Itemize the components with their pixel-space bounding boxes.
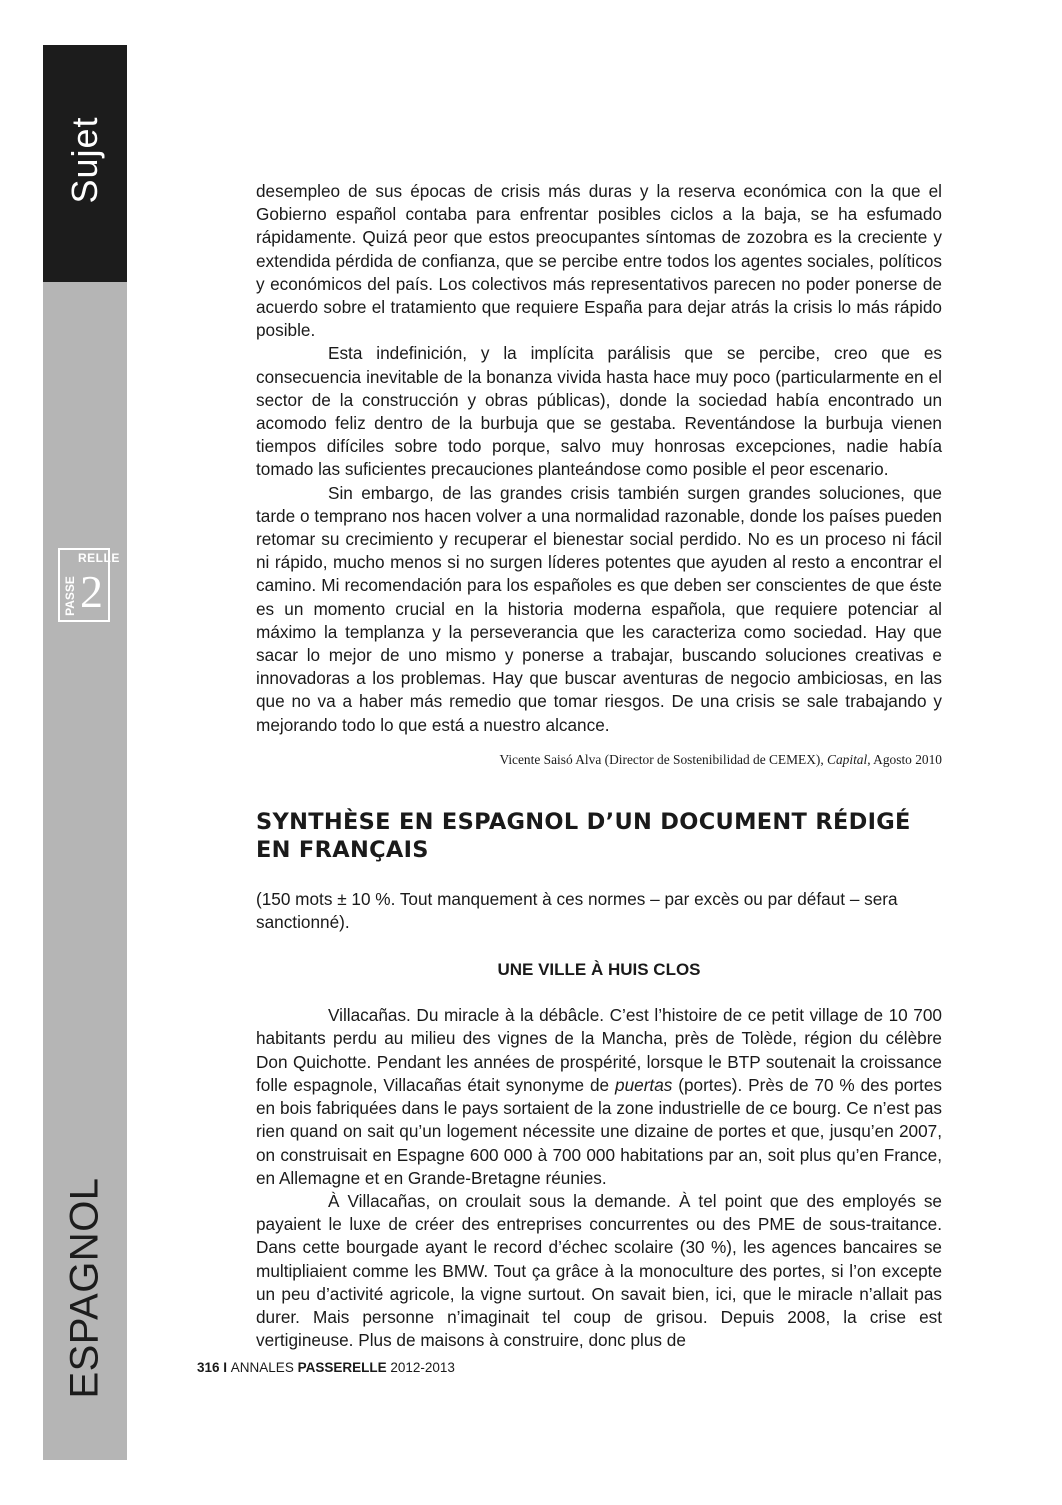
- footer-separator: I: [219, 1360, 231, 1375]
- document-paragraph: [256, 1004, 942, 1190]
- article-paragraph: desempleo de sus épocas de crisis más duras y la reserva económica con la que el Gobierno español contaba para enfrentar posibles ciclos a la baja, se ha esfumado rápidamente. Quizá peor que estos preocupantes síntomas de zozobra es la creciente y extendida pérdida de confianza, que se percibe entre todos los agentes sociales, políticos y económicos del país. Los colectivos más representativos parecen no poder ponerse de acuerdo sobre el tratamiento que requiere España para dejar atrás la crisis lo más rápido posible.: [256, 181, 942, 341]
- attribution-date: , Agosto 2010: [867, 751, 942, 767]
- article-attribution: [256, 752, 942, 768]
- article-paragraph: Sin embargo, de las grandes crisis también surgen grandes soluciones, que tarde o temprano nos hacen volver a una normalidad razonable, donde los países pueden retomar su crecimiento y recuperar el bienestar social perdido. No es un proceso ni fácil ni rápido, mucho menos si no surgen líderes potentes que ayuden al resto a encontrar el camino. Mi recomendación para los españoles es que deben ser conscientes de que éste es un momento crucial en la historia moderna española, que requiere potenciar al máximo la templanza y la perseverancia que les caracteriza como sociedad. Hay que sacar lo mejor de uno mismo y ponerse a trabajar, buscando soluciones creativas e innovadoras a los problemas. Hay que buscar aventuras de negocio ambiciosas, en las que no va a haber más remedio que tomar riesgos. De una crisis se sale trabajando y mejorando todo lo que está a nuestro alcance.: [256, 482, 942, 735]
- section-title: SYNTHÈSE EN ESPAGNOL D’UN DOCUMENT RÉDIGÉ EN FRANÇAIS: [256, 808, 911, 863]
- paragraph-text-end: (portes). Près de 70 % des portes en bois fabriquées dans le pays sortaient de la zone industrielle de ce bourg. Ce n’est pas rien quand on sait qu’un logement nécessite une dizaine de portes et que, jusqu’en 2007, on construisait en Espagne 600 000 à 700 000 habitations par an, soit plus qu’en France, en Allemagne et en Grande-Bretagne réunies.: [256, 1074, 942, 1188]
- section-label: Sujet: [64, 116, 105, 204]
- subject-label: ESPAGNOL: [62, 1177, 107, 1399]
- logo-top-text: RELLE: [78, 551, 120, 565]
- logo-number: 2: [80, 566, 103, 617]
- document-paragraph: À Villacañas, on croulait sous la demande. À tel point que des employés se payaient le luxe de créer des entreprises concurrentes ou des PME de sous-traitance. Dans cette bourgade ayant le record d’échec scolaire (30 %), les agences bancaires se multipliaient comme les BMW. Tout ça grâce à la monoculture des portes, si l’on excepte un peu d’activité agricole, la vigne surtout. On savait bien, ici, que le miracle n’allait pas durer. Mais personne n’imaginait tel coup de grisou. Depuis 2008, la crise est vertigineuse. Plus de maisons à construire, donc plus de: [256, 1190, 942, 1351]
- paragraph-italic-word: puertas: [615, 1074, 673, 1095]
- footer-annales: ANNALES: [230, 1360, 298, 1375]
- attribution-author: Vicente Saisó Alva (Director de Sostenibilidad de CEMEX),: [499, 751, 828, 767]
- page-footer: [197, 1360, 455, 1375]
- passerelle-logo: [58, 548, 120, 622]
- instructions: (150 mots ± 10 %. Tout manquement à ces normes – par excès ou par défaut – sera sanctionné).: [256, 888, 898, 933]
- document-title: UNE VILLE À HUIS CLOS: [497, 960, 701, 980]
- paragraph-text-start: Villacañas. Du miracle à la débâcle. C’est l’histoire de ce petit village de 10 700 habitants perdu au milieu des vignes de la Mancha, près de Tolède, région du célèbre Don Quichotte. Pendant les années de prospérité, lorsque le BTP soutenait la croissance folle espagnole, Villacañas était synonyme de: [256, 1005, 942, 1095]
- article-paragraph: Esta indefinición, y la implícita parálisis que se percibe, creo que es consecuencia inevitable de la bonanza vivida hasta hace muy poco (particularmente en el sector de la construcción y obras públicas), donde la sociedad había encontrado un acomodo feliz dentro de la burbuja que se gestaba. Reventándose la burbuja vienen tiempos difíciles sobre todo porque, salvo muy honrosas excepciones, nadie había tomado las suficientes precauciones planteándose como posible el peor escenario.: [256, 343, 942, 480]
- footer-brand: PASSERELLE: [297, 1360, 387, 1375]
- attribution-source: Capital: [827, 751, 868, 767]
- document-body: [256, 1004, 942, 1352]
- page-number: 316: [197, 1360, 220, 1375]
- logo-side-text: PASSE: [63, 576, 77, 616]
- main-content: [256, 180, 942, 1352]
- footer-years: 2012-2013: [386, 1360, 455, 1375]
